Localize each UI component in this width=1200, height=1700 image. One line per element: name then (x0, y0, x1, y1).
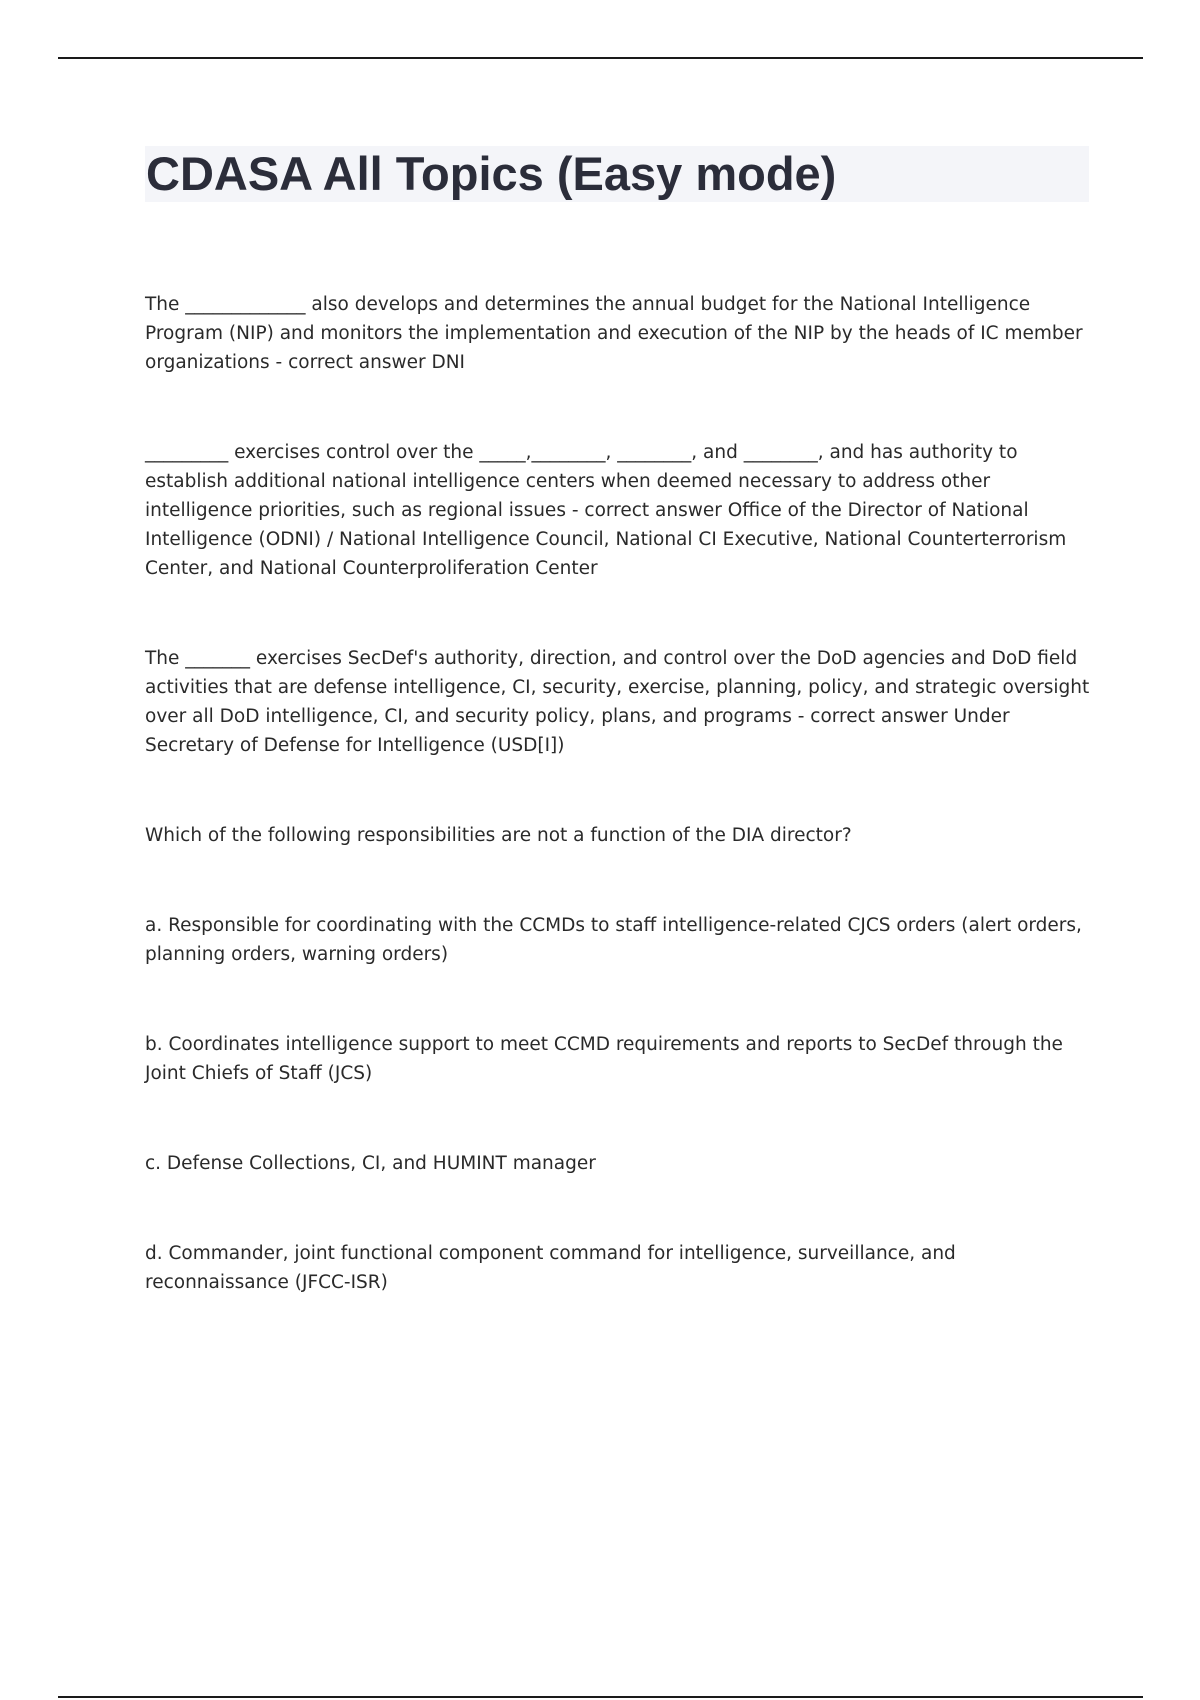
bottom-rule (58, 1696, 1143, 1698)
paragraph-usdi: The _______ exercises SecDef's authority, direction, and control over the DoD agencies and DoD field activities that are defense intelligence, CI, security, exercise, planning, policy, and strategic oversight over all DoD intelligence, CI, and security policy, plans, and programs - correct answer Under Secretary of Defense for Intelligence (USD[I]) (145, 648, 1090, 756)
document-body (145, 290, 1090, 1358)
paragraph-dni: The _____________ also develops and determines the annual budget for the National Intelligence Program (NIP) and monitors the implementation and execution of the NIP by the heads of IC member organizations - correct answer DNI (145, 294, 1083, 373)
paragraph-odni: _________ exercises control over the _____,________, ________, and ________, and has authority to establish additional national intelligence centers when deemed necessary to address other intelligence priorities, such as regional issues - correct answer Office of the Director of National Intelligence (ODNI) / National Intelligence Council, National CI Executive, National Counterterrorism Center, and National Counterproliferation Center (145, 442, 1067, 579)
option-d: d. Commander, joint functional component command for intelligence, surveillance, and reconnaissance (JFCC-ISR) (145, 1243, 956, 1293)
document-title: CDASA All Topics (Easy mode) (146, 147, 837, 200)
option-c: c. Defense Collections, CI, and HUMINT manager (145, 1153, 596, 1174)
option-b: b. Coordinates intelligence support to meet CCMD requirements and reports to SecDef through the Joint Chiefs of Staff (JCS) (145, 1034, 1063, 1084)
question-dia-director: Which of the following responsibilities are not a function of the DIA director? (145, 825, 852, 846)
option-a: a. Responsible for coordinating with the CCMDs to staff intelligence-related CJCS orders (alert orders, planning orders, warning orders) (145, 915, 1082, 965)
top-rule (58, 57, 1143, 59)
